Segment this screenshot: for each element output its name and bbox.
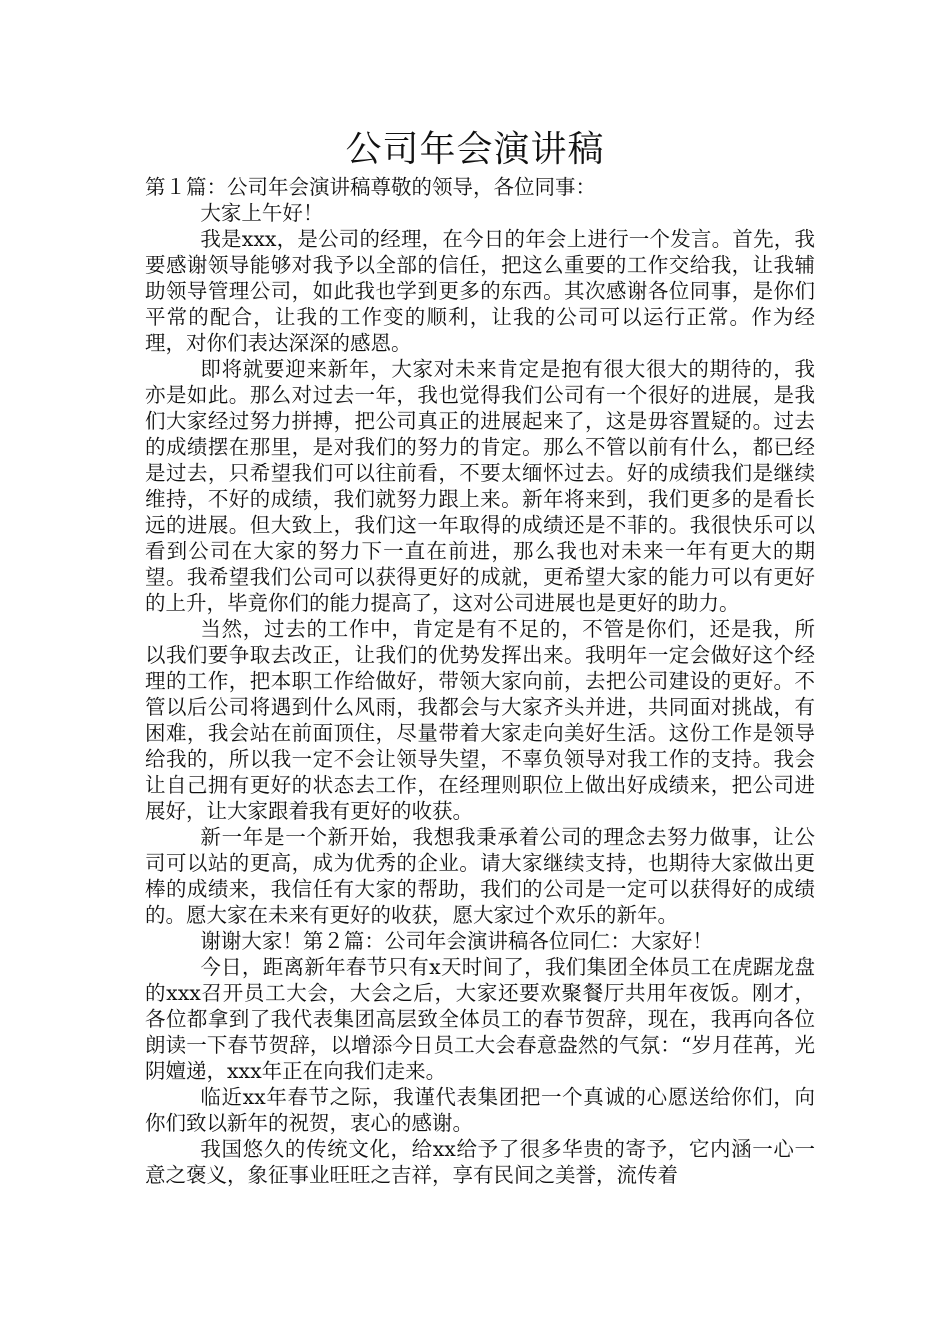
body-paragraph: 我是xxx，是公司的经理，在今日的年会上进行一个发言。首先，我要感谢领导能够对我予以全部的信任，把这么重要的工作交给我，让我辅助领导管理公司，如此我也学到更多的东西。其次感谢各位同事，是你们平常的配合，让我的工作变的顺利，让我的公司可以运行正常。作为经理，对你们表达深深的感恩。 (145, 227, 815, 355)
greeting-paragraph: 大家上午好！ (200, 201, 324, 225)
body-paragraph: 临近xx年春节之际，我谨代表集团把一个真诚的心愿送给你们，向你们致以新年的祝贺，衷心的感谢。 (145, 1085, 815, 1135)
section-heading-paragraph: 谢谢大家！第２篇：公司年会演讲稿各位同仁：大家好！ (200, 929, 713, 953)
body-paragraph: 新一年是一个新开始，我想我秉承着公司的理念去努力做事，让公司可以站的更高，成为优秀的企业。请大家继续支持，也期待大家做出更棒的成绩来，我信任有大家的帮助，我们的公司是一定可以获得好的成绩的。愿大家在未来有更好的收获，愿大家过个欢乐的新年。 (145, 825, 815, 927)
body-paragraph: 当然，过去的工作中，肯定是有不足的，不管是你们，还是我，所以我们要争取去改正，让我们的优势发挥出来。我明年一定会做好这个经理的工作，把本职工作给做好，带领大家向前，去把公司建设的更好。不管以后公司将遇到什么风雨，我都会与大家齐头并进，共同面对挑战，有困难，我会站在前面顶住，尽量带着大家走向美好生活。这份工作是领导给我的，所以我一定不会让领导失望，不辜负领导对我工作的支持。我会让自己拥有更好的状态去工作，在经理则职位上做出好成绩来，把公司进展好，让大家跟着我有更好的收获。 (145, 617, 815, 823)
section-heading-paragraph: 第１篇：公司年会演讲稿尊敬的领导，各位同事： (145, 175, 596, 199)
document-body (145, 174, 815, 1188)
body-paragraph: 我国悠久的传统文化，给xx给予了很多华贵的寄予，它内涵一心一意之褒义，象征事业旺旺之吉祥，享有民间之美誉，流传着 (145, 1137, 815, 1187)
body-paragraph: 即将就要迎来新年，大家对未来肯定是抱有很大很大的期待的，我亦是如此。那么对过去一年，我也觉得我们公司有一个很好的进展，是我们大家经过努力拼搏，把公司真正的进展起来了，这是毋容置疑的。过去的成绩摆在那里，是对我们的努力的肯定。那么不管以前有什么，都已经是过去，只希望我们可以往前看，不要太缅怀过去。好的成绩我们是继续维持，不好的成绩，我们就努力跟上来。新年将来到，我们更多的是看长远的进展。但大致上，我们这一年取得的成绩还是不菲的。我很快乐可以看到公司在大家的努力下一直在前进，那么我也对未来一年有更大的期望。我希望我们公司可以获得更好的成就，更希望大家的能力可以有更好的上升，毕竟你们的能力提高了，这对公司进展也是更好的助力。 (145, 357, 815, 615)
body-paragraph: 今日，距离新年春节只有x天时间了，我们集团全体员工在虎踞龙盘的xxx召开员工大会，大会之后，大家还要欢聚餐厅共用年夜饭。刚才，各位都拿到了我代表集团高层致全体员工的春节贺辞，现在，我再向各位朗读一下春节贺辞，以增添今日员工大会春意盎然的气氛：“岁月荏苒，光阴嬗递，xxx年正在向我们走来。 (145, 955, 815, 1083)
document-title: 公司年会演讲稿 (345, 129, 605, 170)
